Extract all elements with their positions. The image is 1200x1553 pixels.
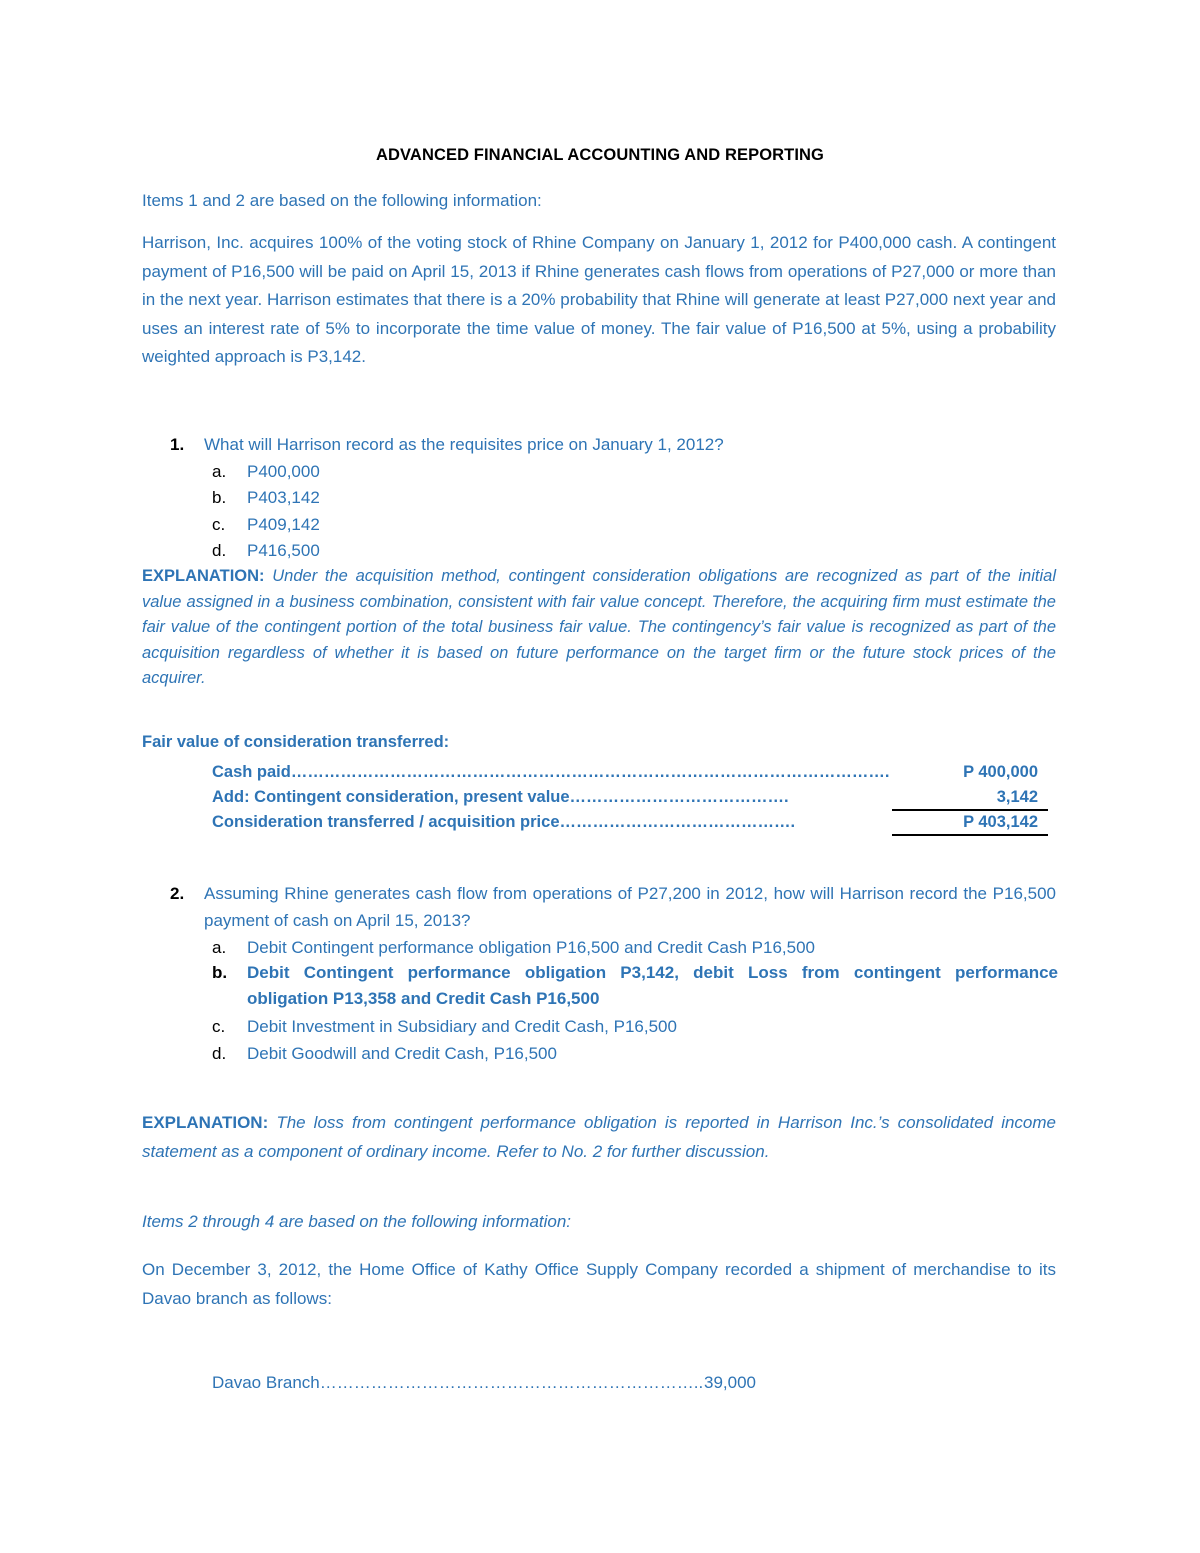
total-rule xyxy=(892,834,1048,836)
entry-amount: 39,000 xyxy=(704,1373,756,1392)
q1-explanation xyxy=(142,564,1056,692)
option-text: Debit Contingent performance obligation P16,500 and Credit Cash P16,500 xyxy=(247,938,815,957)
fair-value-row xyxy=(212,785,1048,810)
option-letter: d. xyxy=(212,1044,227,1063)
option-letter: c. xyxy=(212,1017,226,1036)
explanation-text: The loss from contingent performance obligation is reported in Harrison Inc.’s consolidated income statement as a component of ordinary income. Refer to No. 2 for further discussion. xyxy=(142,1113,1056,1161)
items-2-4-heading: Items 2 through 4 are based on the following information: xyxy=(142,1212,572,1231)
explanation-label: EXPLANATION: xyxy=(142,1113,269,1132)
row-amount: P 403,142 xyxy=(963,813,1038,831)
entry-label: Davao Branch………………………………………………………….. xyxy=(212,1373,704,1392)
question-number: 2. xyxy=(170,884,185,903)
explanation-label: EXPLANATION: xyxy=(142,567,265,585)
option-letter: a. xyxy=(212,938,227,957)
row-amount: P 400,000 xyxy=(963,763,1038,781)
row-label: Cash paid………………………………………………………………………………………………. xyxy=(212,763,890,781)
option-text: P416,500 xyxy=(247,541,320,560)
option-text: P403,142 xyxy=(247,488,320,507)
question-text: Assuming Rhine generates cash flow from operations of P27,200 in 2012, how will Harrison record the P16,500 payment of cash on April 15, 2013? xyxy=(204,884,1056,930)
option-letter: a. xyxy=(212,462,227,481)
row-label: Add: Contingent consideration, present value…………………………………. xyxy=(212,788,789,806)
option-letter: b. xyxy=(212,488,227,507)
option-text: P409,142 xyxy=(247,515,320,534)
intro-text: Items 1 and 2 are based on the following information: xyxy=(142,191,542,210)
option-letter: b. xyxy=(212,963,228,982)
question-text: What will Harrison record as the requisites price on January 1, 2012? xyxy=(204,435,724,454)
question-number: 1. xyxy=(170,435,185,454)
option-text: Debit Investment in Subsidiary and Credit Cash, P16,500 xyxy=(247,1017,677,1036)
items-2-4-paragraph: On December 3, 2012, the Home Office of Kathy Office Supply Company recorded a shipment of merchandise to its Davao branch as follows: xyxy=(142,1260,1056,1308)
fair-value-row xyxy=(212,760,1048,785)
option-text: Debit Goodwill and Credit Cash, P16,500 xyxy=(247,1044,557,1063)
q2-explanation xyxy=(142,1109,1056,1166)
option-letter: d. xyxy=(212,541,227,560)
option-letter: c. xyxy=(212,515,226,534)
scenario-paragraph: Harrison, Inc. acquires 100% of the voting stock of Rhine Company on January 1, 2012 for P400,000 cash. A contingent payment of P16,500 will be paid on April 15, 2013 if Rhine generates cash flows from operations of P27,000 or more than in the next year. Harrison estimates that there is a 20% probability that Rhine will generate at least P27,000 next year and uses an interest rate of 5% to incorporate the time value of money. The fair value of P16,500 at 5%, using a probability weighted approach is P3,142. xyxy=(142,233,1056,366)
row-amount: 3,142 xyxy=(996,788,1038,806)
option-text: Debit Contingent performance obligation P3,142, debit Loss from contingent performance obligation P13,358 and Credit Cash P16,500 xyxy=(247,963,1058,1008)
row-label: Consideration transferred / acquisition price……………………………………. xyxy=(212,813,796,831)
document-title: ADVANCED FINANCIAL ACCOUNTING AND REPORTING xyxy=(376,146,824,164)
davao-branch-entry xyxy=(212,1373,772,1399)
explanation-text: Under the acquisition method, contingent consideration obligations are recognized as part of the initial value assigned in a business combination, consistent with fair value concept. Therefore, the acquiring firm must estimate the fair value of the contingent portion of the total business fair value. The contingency’s fair value is recognized as part of the acquisition regardless of whether it is based on future performance on the target firm or the future stock prices of the acquirer. xyxy=(142,567,1056,687)
fair-value-title: Fair value of consideration transferred: xyxy=(142,733,450,751)
option-text: P400,000 xyxy=(247,462,320,481)
question-2 xyxy=(142,881,1056,937)
fair-value-total-row xyxy=(212,810,1048,835)
